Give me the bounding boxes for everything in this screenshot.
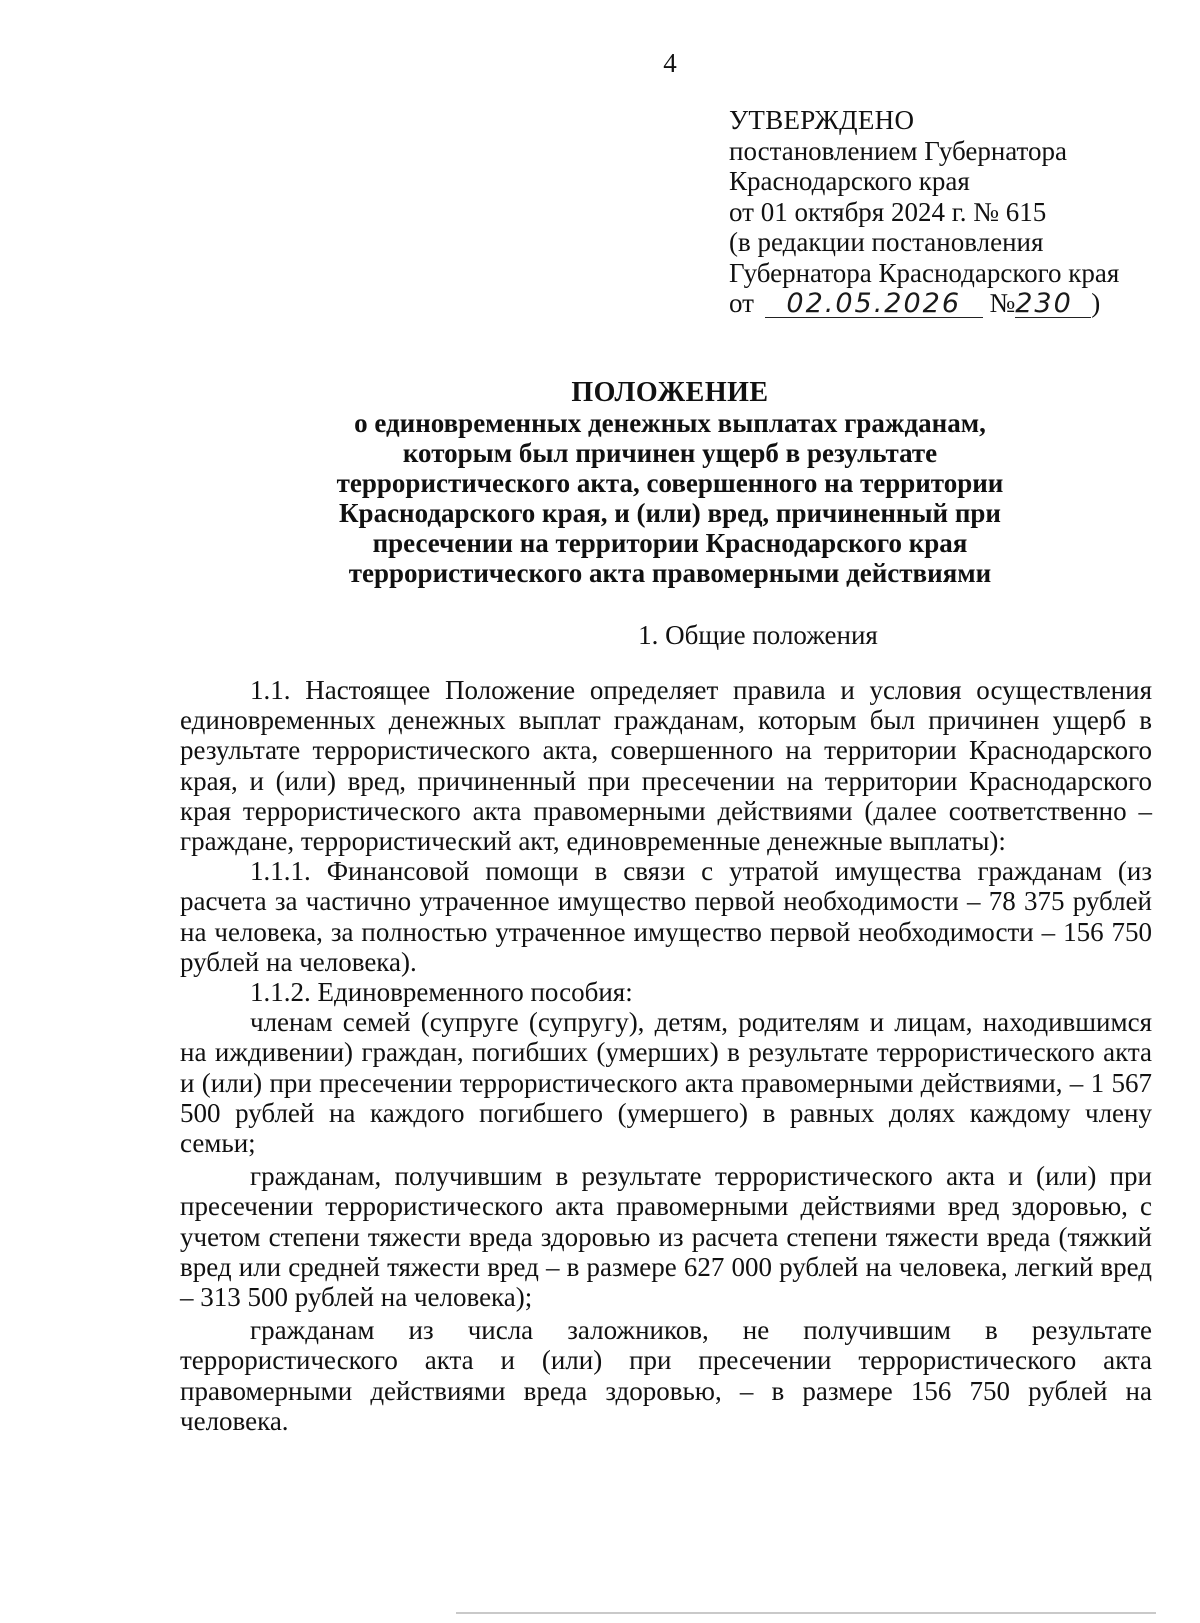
title-line-2: которым был причинен ущерб в результате (402, 438, 938, 468)
title-main: ПОЛОЖЕНИЕ (571, 377, 769, 408)
paragraph-family-members: членам семей (супруге (супругу), детям, родителям и лицам, находившимся на иждивении) граждан, погибших (умерших) в результате террористического акта и (или) при пресечении террористического акта правомерными действиями, – 1 567 500 рублей на каждого погибшего (умершего) в равных долях каждому члену семьи; (180, 1007, 1152, 1159)
paragraph-1-1-1: 1.1.1. Финансовой помощи в связи с утратой имущества гражданам (из расчета за частично утраченное имущество первой необходимости – 78 375 рублей на человека, за полностью утраченное имущество первой необходимости – 156 750 рублей на человека). (180, 856, 1152, 977)
document-body (180, 675, 1152, 1436)
approval-amendment-line (729, 288, 1199, 319)
approval-line-1: постановлением Губернатора (729, 135, 1067, 166)
approval-line-2: Краснодарского края (729, 166, 970, 196)
title-line-3: террористического акта, совершенного на территории (336, 468, 1004, 498)
amendment-close: ) (1091, 288, 1101, 318)
approval-heading: УТВЕРЖДЕНО (729, 105, 915, 135)
approval-line-5: Губернатора Краснодарского края (729, 257, 1120, 288)
approval-line-4: (в редакции постановления (729, 227, 1044, 257)
page-bottom-edge (456, 1612, 1156, 1614)
approval-stamp-block (729, 105, 1199, 319)
section-heading: 1. Общие положения (638, 620, 878, 650)
handwritten-number: 230 (1015, 291, 1091, 318)
title-line-5: пресечении на территории Краснодарского края (372, 528, 968, 558)
approval-line-3: от 01 октября 2024 г. № 615 (729, 196, 1047, 227)
handwritten-date: 02.05.2026 (765, 291, 983, 318)
paragraph-health-harm: гражданам, получившим в результате террористического акта и (или) при пресечении террористического акта правомерными действиями вред здоровью, с учетом степени тяжести вреда здоровью из расчета степени тяжести вреда (тяжкий вред или средней тяжести вред – в размере 627 000 рублей на человека, легкий вред – 313 500 рублей на человека); (180, 1161, 1152, 1313)
amendment-prefix: от (729, 288, 754, 318)
document-title (180, 378, 1160, 588)
paragraph-1-1: 1.1. Настоящее Положение определяет правила и условия осуществления единовременных денежных выплат гражданам, которым был причинен ущерб в результате террористического акта, совершенного на территории Краснодарского края, и (или) вред, причиненный при пресечении на территории Краснодарского края террористического акта правомерными действиями (далее соответственно – граждане, террористический акт, единовременные денежные выплаты): (180, 675, 1152, 857)
page-number: 4 (663, 48, 677, 78)
title-line-6: террористического акта правомерными действиями (348, 558, 992, 588)
amendment-number-sign: № (989, 288, 1016, 318)
title-line-1: о единовременных денежных выплатах гражданам, (354, 408, 986, 438)
paragraph-hostages: гражданам из числа заложников, не получившим в результате террористического акта и (или) при пресечении террористического акта правомерными действиями вреда здоровью, – в размере 156 750 рублей на человека. (180, 1315, 1152, 1436)
title-line-4: Краснодарского края, и (или) вред, причиненный при (338, 498, 1001, 528)
paragraph-1-1-2: 1.1.2. Единовременного пособия: (250, 977, 633, 1008)
